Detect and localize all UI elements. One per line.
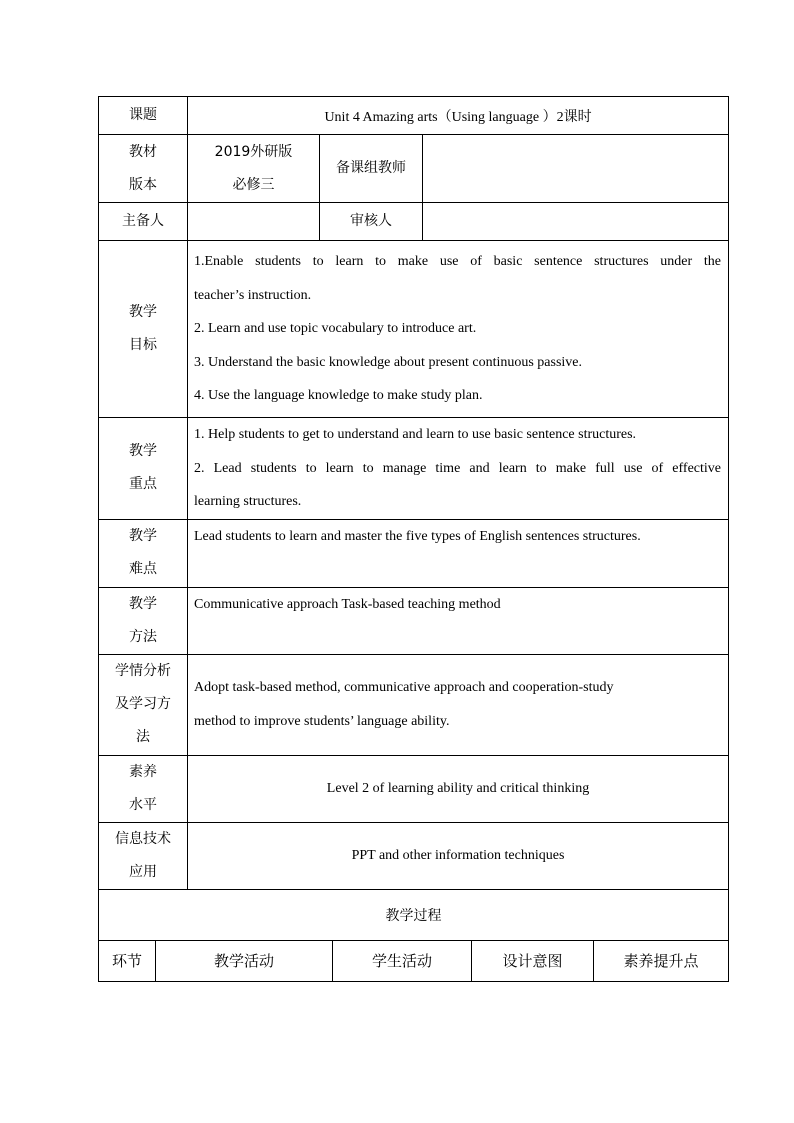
textbook-edition: 2019外研版 必修三	[188, 135, 320, 203]
key-points-row	[99, 418, 729, 520]
difficulties-row	[99, 519, 729, 587]
group-teacher-value[interactable]	[423, 135, 729, 203]
methods-row	[99, 587, 729, 654]
lesson-plan	[98, 96, 728, 982]
key-point-line: 1. Help students to get to understand and learn to use basic sentence structures.	[194, 427, 637, 442]
methods-label: 教学 方法	[99, 587, 188, 654]
objectives-content	[188, 241, 729, 418]
methods-content: Communicative approach Task-based teaching method	[188, 587, 729, 654]
difficulties-content: Lead students to learn and master the five types of English sentences structures.	[188, 519, 729, 587]
step-header: 环节	[99, 940, 156, 981]
lesson-plan-table	[98, 96, 729, 941]
analysis-row	[99, 654, 729, 755]
preparer-value[interactable]	[188, 203, 320, 241]
student-activity-header: 学生活动	[333, 940, 472, 981]
process-header-table	[98, 940, 729, 982]
preparer-row	[99, 203, 729, 241]
reviewer-label: 审核人	[320, 203, 423, 241]
literacy-row	[99, 755, 729, 822]
textbook-label: 教材 版本	[99, 135, 188, 203]
analysis-line: Adopt task-based method, communicative approach and cooperation-study	[194, 680, 614, 695]
key-point-line: learning structures.	[194, 494, 302, 509]
topic-row	[99, 97, 729, 135]
key-point-line: 2. Lead students to learn to manage time and learn to make full use of effective	[194, 460, 722, 476]
objective-line: teacher’s instruction.	[194, 287, 312, 303]
topic-value: Unit 4 Amazing arts（Using language ）2课时	[188, 97, 729, 135]
process-title: 教学过程	[99, 889, 729, 940]
it-row	[99, 822, 729, 889]
preparer-label: 主备人	[99, 203, 188, 241]
objectives-row	[99, 241, 729, 418]
topic-label: 课题	[99, 97, 188, 135]
analysis-line: method to improve students’ language ability.	[194, 713, 450, 729]
textbook-row	[99, 135, 729, 203]
process-title-row	[99, 889, 729, 940]
key-points-label: 教学 重点	[99, 418, 188, 520]
reviewer-value[interactable]	[423, 203, 729, 241]
design-intent-header: 设计意图	[472, 940, 594, 981]
objective-line: 4. Use the language knowledge to make study plan.	[194, 388, 483, 404]
literacy-point-header: 素养提升点	[594, 940, 729, 981]
analysis-content	[188, 654, 729, 755]
literacy-value: Level 2 of learning ability and critical thinking	[188, 755, 729, 822]
literacy-label: 素养 水平	[99, 755, 188, 822]
objectives-label: 教学 目标	[99, 241, 188, 418]
process-header-row	[99, 940, 729, 981]
it-value: PPT and other information techniques	[188, 822, 729, 889]
objective-line: 2. Learn and use topic vocabulary to introduce art.	[194, 321, 477, 337]
teacher-activity-header: 教学活动	[156, 940, 333, 981]
objective-line: 1.Enable students to learn to make use of basic sentence structures under the	[194, 254, 722, 270]
it-label: 信息技术 应用	[99, 822, 188, 889]
objective-line: 3. Understand the basic knowledge about present continuous passive.	[194, 354, 583, 370]
difficulties-label: 教学 难点	[99, 519, 188, 587]
analysis-label: 学情分析 及学习方 法	[99, 654, 188, 755]
key-points-content	[188, 418, 729, 520]
group-teacher-label: 备课组教师	[320, 135, 423, 203]
